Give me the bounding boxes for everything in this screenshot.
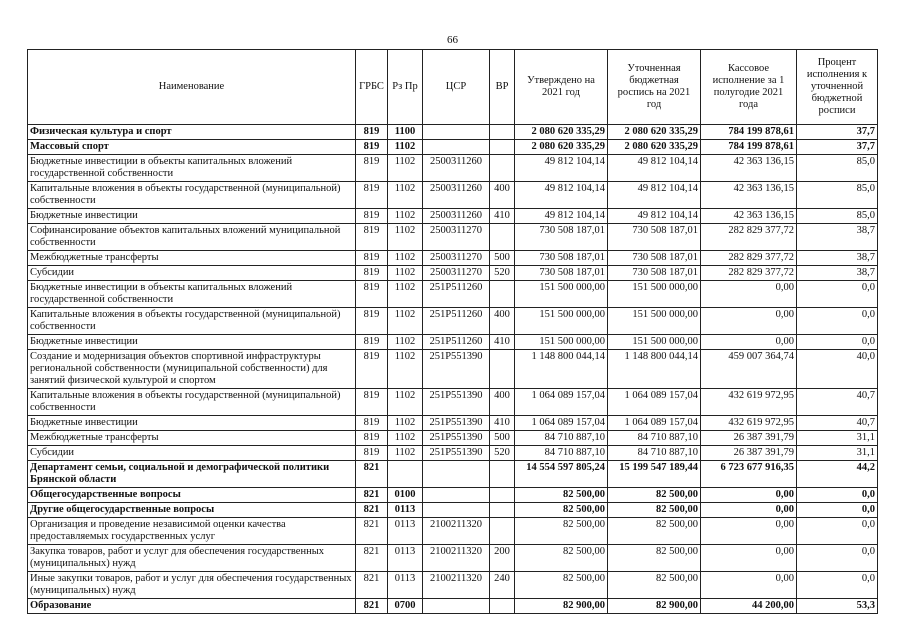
header-approved: Утверждено на 2021 год (515, 50, 608, 125)
row-rzpr: 0113 (388, 572, 423, 599)
row-grbs: 819 (356, 308, 388, 335)
row-approved: 49 812 104,14 (515, 182, 608, 209)
row-cash: 0,00 (701, 335, 797, 350)
row-refined: 49 812 104,14 (608, 155, 701, 182)
row-csr: 2100211320 (423, 545, 490, 572)
row-csr (423, 503, 490, 518)
table-row (28, 545, 878, 572)
row-csr: 2100211320 (423, 518, 490, 545)
row-cash: 26 387 391,79 (701, 431, 797, 446)
row-grbs: 819 (356, 224, 388, 251)
table-row (28, 251, 878, 266)
row-approved: 730 508 187,01 (515, 224, 608, 251)
row-csr: 251P511260 (423, 308, 490, 335)
table-row (28, 266, 878, 281)
table-row (28, 209, 878, 224)
row-name: Бюджетные инвестиции (28, 335, 356, 350)
row-percent: 85,0 (797, 182, 878, 209)
row-approved: 82 500,00 (515, 503, 608, 518)
row-grbs: 821 (356, 461, 388, 488)
table-row (28, 461, 878, 488)
row-approved: 151 500 000,00 (515, 281, 608, 308)
row-name: Межбюджетные трансферты (28, 251, 356, 266)
row-cash: 0,00 (701, 545, 797, 572)
row-vr (490, 350, 515, 389)
row-vr: 410 (490, 335, 515, 350)
row-grbs: 819 (356, 251, 388, 266)
row-approved: 84 710 887,10 (515, 431, 608, 446)
row-vr: 520 (490, 266, 515, 281)
table-row (28, 518, 878, 545)
row-vr (490, 155, 515, 182)
row-grbs: 819 (356, 389, 388, 416)
row-vr: 410 (490, 416, 515, 431)
row-refined: 2 080 620 335,29 (608, 140, 701, 155)
row-vr: 400 (490, 182, 515, 209)
row-name: Бюджетные инвестиции (28, 416, 356, 431)
row-csr: 251P551390 (423, 431, 490, 446)
row-grbs: 819 (356, 416, 388, 431)
row-csr: 251P551390 (423, 389, 490, 416)
row-name: Другие общегосударственные вопросы (28, 503, 356, 518)
row-grbs: 819 (356, 209, 388, 224)
row-percent: 40,7 (797, 416, 878, 431)
row-approved: 82 500,00 (515, 518, 608, 545)
row-approved: 82 500,00 (515, 572, 608, 599)
row-refined: 151 500 000,00 (608, 281, 701, 308)
row-vr (490, 488, 515, 503)
table-row (28, 389, 878, 416)
row-csr (423, 488, 490, 503)
row-percent: 85,0 (797, 209, 878, 224)
row-refined: 82 500,00 (608, 518, 701, 545)
row-approved: 730 508 187,01 (515, 266, 608, 281)
row-percent: 31,1 (797, 431, 878, 446)
row-csr (423, 599, 490, 614)
row-percent: 0,0 (797, 518, 878, 545)
row-refined: 82 500,00 (608, 572, 701, 599)
row-rzpr (388, 461, 423, 488)
row-cash: 26 387 391,79 (701, 446, 797, 461)
row-grbs: 819 (356, 281, 388, 308)
header-vr: ВР (490, 50, 515, 125)
row-refined: 1 064 089 157,04 (608, 416, 701, 431)
row-vr (490, 503, 515, 518)
row-percent: 40,7 (797, 389, 878, 416)
row-vr (490, 461, 515, 488)
row-rzpr: 1102 (388, 224, 423, 251)
row-grbs: 819 (356, 350, 388, 389)
row-vr (490, 518, 515, 545)
row-rzpr: 1102 (388, 266, 423, 281)
row-csr: 251P511260 (423, 281, 490, 308)
row-cash: 0,00 (701, 281, 797, 308)
table-row (28, 416, 878, 431)
row-refined: 82 500,00 (608, 545, 701, 572)
row-percent: 38,7 (797, 251, 878, 266)
row-vr (490, 125, 515, 140)
row-grbs: 821 (356, 518, 388, 545)
row-name: Создание и модернизация объектов спортивной инфраструктуры региональной собственности (муниципальной собственности) для занятий физической культурой и спортом (28, 350, 356, 389)
row-csr (423, 461, 490, 488)
page-number: 66 (447, 34, 458, 46)
row-percent: 53,3 (797, 599, 878, 614)
row-cash: 44 200,00 (701, 599, 797, 614)
row-rzpr: 1102 (388, 350, 423, 389)
row-cash: 42 363 136,15 (701, 182, 797, 209)
row-grbs: 819 (356, 140, 388, 155)
table-row (28, 350, 878, 389)
row-rzpr: 0113 (388, 503, 423, 518)
row-cash: 282 829 377,72 (701, 266, 797, 281)
table-row (28, 140, 878, 155)
row-refined: 151 500 000,00 (608, 308, 701, 335)
row-name: Общегосударственные вопросы (28, 488, 356, 503)
row-name: Бюджетные инвестиции в объекты капитальных вложений государственной собственности (28, 155, 356, 182)
row-refined: 49 812 104,14 (608, 182, 701, 209)
row-csr: 2500311260 (423, 209, 490, 224)
row-name: Массовый спорт (28, 140, 356, 155)
row-cash: 0,00 (701, 518, 797, 545)
row-percent: 38,7 (797, 224, 878, 251)
row-approved: 49 812 104,14 (515, 209, 608, 224)
row-cash: 432 619 972,95 (701, 416, 797, 431)
header-rzpr: Рз Пр (388, 50, 423, 125)
row-percent: 0,0 (797, 335, 878, 350)
row-csr (423, 125, 490, 140)
row-name: Субсидии (28, 266, 356, 281)
row-refined: 84 710 887,10 (608, 446, 701, 461)
row-vr: 240 (490, 572, 515, 599)
row-vr: 520 (490, 446, 515, 461)
row-csr: 251P551390 (423, 350, 490, 389)
row-rzpr: 1102 (388, 140, 423, 155)
row-approved: 84 710 887,10 (515, 446, 608, 461)
row-vr: 200 (490, 545, 515, 572)
row-vr (490, 140, 515, 155)
row-cash: 0,00 (701, 308, 797, 335)
row-name: Бюджетные инвестиции в объекты капитальных вложений государственной собственности (28, 281, 356, 308)
row-cash: 432 619 972,95 (701, 389, 797, 416)
row-refined: 730 508 187,01 (608, 251, 701, 266)
row-vr (490, 599, 515, 614)
row-name: Департамент семьи, социальной и демографической политики Брянской области (28, 461, 356, 488)
row-name: Капитальные вложения в объекты государственной (муниципальной) собственности (28, 389, 356, 416)
row-percent: 31,1 (797, 446, 878, 461)
row-vr: 400 (490, 308, 515, 335)
row-cash: 0,00 (701, 503, 797, 518)
table-row (28, 488, 878, 503)
row-cash: 42 363 136,15 (701, 155, 797, 182)
row-rzpr: 1102 (388, 335, 423, 350)
row-percent: 0,0 (797, 281, 878, 308)
row-rzpr: 1100 (388, 125, 423, 140)
row-grbs: 819 (356, 431, 388, 446)
row-percent: 0,0 (797, 488, 878, 503)
row-approved: 1 064 089 157,04 (515, 416, 608, 431)
row-approved: 1 064 089 157,04 (515, 389, 608, 416)
row-refined: 82 500,00 (608, 488, 701, 503)
row-rzpr: 1102 (388, 182, 423, 209)
row-approved: 14 554 597 805,24 (515, 461, 608, 488)
row-name: Софинансирование объектов капитальных вложений муниципальной собственности (28, 224, 356, 251)
row-grbs: 821 (356, 599, 388, 614)
row-cash: 6 723 677 916,35 (701, 461, 797, 488)
row-cash: 282 829 377,72 (701, 224, 797, 251)
budget-table (27, 49, 878, 614)
row-approved: 82 900,00 (515, 599, 608, 614)
row-vr (490, 224, 515, 251)
row-grbs: 819 (356, 182, 388, 209)
row-rzpr: 1102 (388, 416, 423, 431)
row-grbs: 819 (356, 125, 388, 140)
row-rzpr: 1102 (388, 251, 423, 266)
row-refined: 151 500 000,00 (608, 335, 701, 350)
row-vr: 500 (490, 251, 515, 266)
row-refined: 730 508 187,01 (608, 266, 701, 281)
row-csr: 2100211320 (423, 572, 490, 599)
row-refined: 1 148 800 044,14 (608, 350, 701, 389)
row-name: Капитальные вложения в объекты государственной (муниципальной) собственности (28, 182, 356, 209)
row-approved: 49 812 104,14 (515, 155, 608, 182)
row-name: Закупка товаров, работ и услуг для обеспечения государственных (муниципальных) нужд (28, 545, 356, 572)
row-rzpr: 0113 (388, 518, 423, 545)
row-csr: 251P551390 (423, 446, 490, 461)
row-approved: 151 500 000,00 (515, 335, 608, 350)
row-approved: 82 500,00 (515, 545, 608, 572)
row-refined: 15 199 547 189,44 (608, 461, 701, 488)
table-row (28, 155, 878, 182)
row-cash: 0,00 (701, 572, 797, 599)
row-vr: 500 (490, 431, 515, 446)
row-rzpr: 1102 (388, 446, 423, 461)
row-name: Капитальные вложения в объекты государственной (муниципальной) собственности (28, 308, 356, 335)
header-cash: Кассовое исполнение за 1 полугодие 2021 года (701, 50, 797, 125)
row-percent: 0,0 (797, 572, 878, 599)
table-row (28, 125, 878, 140)
row-cash: 784 199 878,61 (701, 125, 797, 140)
row-rzpr: 1102 (388, 155, 423, 182)
row-name: Межбюджетные трансферты (28, 431, 356, 446)
row-name: Бюджетные инвестиции (28, 209, 356, 224)
row-rzpr: 1102 (388, 209, 423, 224)
header-name: Наименование (28, 50, 356, 125)
row-percent: 44,2 (797, 461, 878, 488)
row-vr: 400 (490, 389, 515, 416)
table-row (28, 308, 878, 335)
row-cash: 459 007 364,74 (701, 350, 797, 389)
row-csr: 251P511260 (423, 335, 490, 350)
row-percent: 40,0 (797, 350, 878, 389)
row-csr: 2500311270 (423, 251, 490, 266)
row-grbs: 819 (356, 446, 388, 461)
row-approved: 1 148 800 044,14 (515, 350, 608, 389)
row-approved: 2 080 620 335,29 (515, 140, 608, 155)
row-grbs: 821 (356, 572, 388, 599)
row-name: Организация и проведение независимой оценки качества предоставляемых государственных услуг (28, 518, 356, 545)
row-grbs: 819 (356, 266, 388, 281)
row-rzpr: 0100 (388, 488, 423, 503)
header-percent: Процент исполнения к уточненной бюджетной росписи (797, 50, 878, 125)
row-percent: 0,0 (797, 308, 878, 335)
row-vr: 410 (490, 209, 515, 224)
row-name: Образование (28, 599, 356, 614)
row-grbs: 821 (356, 503, 388, 518)
header-csr: ЦСР (423, 50, 490, 125)
row-vr (490, 281, 515, 308)
row-percent: 0,0 (797, 503, 878, 518)
row-name: Субсидии (28, 446, 356, 461)
row-percent: 0,0 (797, 545, 878, 572)
row-refined: 49 812 104,14 (608, 209, 701, 224)
table-row (28, 335, 878, 350)
row-refined: 1 064 089 157,04 (608, 389, 701, 416)
header-grbs: ГРБС (356, 50, 388, 125)
row-approved: 730 508 187,01 (515, 251, 608, 266)
row-rzpr: 0700 (388, 599, 423, 614)
table-row (28, 224, 878, 251)
table-body (28, 125, 878, 614)
row-cash: 0,00 (701, 488, 797, 503)
row-csr: 2500311270 (423, 266, 490, 281)
row-cash: 42 363 136,15 (701, 209, 797, 224)
row-approved: 2 080 620 335,29 (515, 125, 608, 140)
row-grbs: 819 (356, 155, 388, 182)
row-rzpr: 0113 (388, 545, 423, 572)
row-percent: 37,7 (797, 125, 878, 140)
table-row (28, 182, 878, 209)
row-refined: 82 900,00 (608, 599, 701, 614)
row-csr: 2500311260 (423, 155, 490, 182)
row-refined: 2 080 620 335,29 (608, 125, 701, 140)
row-refined: 730 508 187,01 (608, 224, 701, 251)
row-csr: 2500311270 (423, 224, 490, 251)
row-rzpr: 1102 (388, 281, 423, 308)
row-name: Физическая культура и спорт (28, 125, 356, 140)
row-csr: 2500311260 (423, 182, 490, 209)
row-grbs: 821 (356, 545, 388, 572)
row-refined: 82 500,00 (608, 503, 701, 518)
row-rzpr: 1102 (388, 431, 423, 446)
table-row (28, 446, 878, 461)
row-csr: 251P551390 (423, 416, 490, 431)
row-cash: 282 829 377,72 (701, 251, 797, 266)
row-rzpr: 1102 (388, 308, 423, 335)
table-row (28, 281, 878, 308)
row-cash: 784 199 878,61 (701, 140, 797, 155)
row-percent: 37,7 (797, 140, 878, 155)
table-row (28, 572, 878, 599)
table-row (28, 431, 878, 446)
row-approved: 151 500 000,00 (515, 308, 608, 335)
table-row (28, 503, 878, 518)
row-name: Иные закупки товаров, работ и услуг для обеспечения государственных (муниципальных) нужд (28, 572, 356, 599)
table-header-row (28, 50, 878, 125)
row-approved: 82 500,00 (515, 488, 608, 503)
row-grbs: 819 (356, 335, 388, 350)
row-refined: 84 710 887,10 (608, 431, 701, 446)
row-percent: 38,7 (797, 266, 878, 281)
row-percent: 85,0 (797, 155, 878, 182)
row-grbs: 821 (356, 488, 388, 503)
row-csr (423, 140, 490, 155)
table-row (28, 599, 878, 614)
header-refined: Уточненная бюджетная роспись на 2021 год (608, 50, 701, 125)
row-rzpr: 1102 (388, 389, 423, 416)
